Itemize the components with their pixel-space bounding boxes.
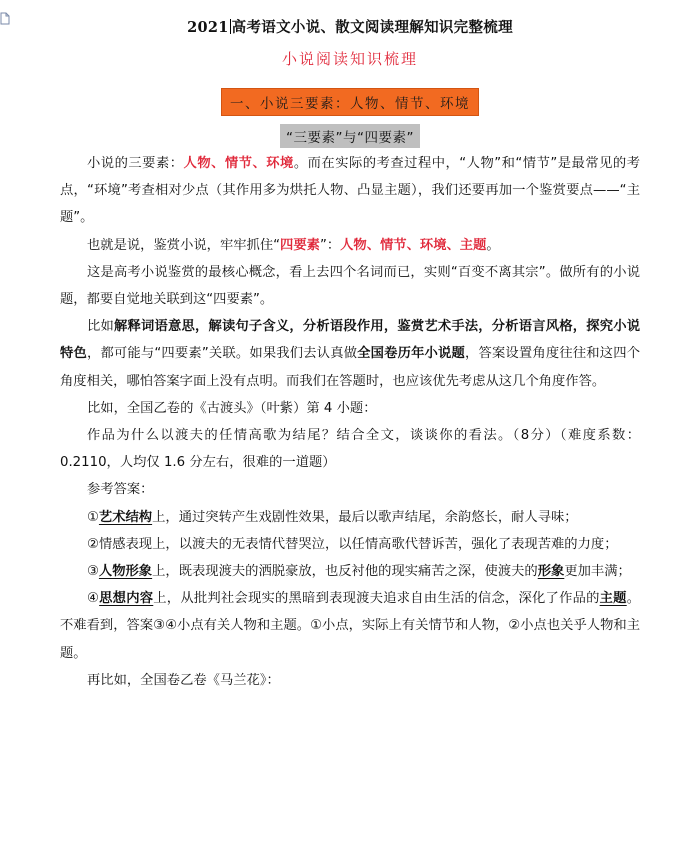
text-span: 参考答案： xyxy=(87,482,154,498)
section-subtitle: 小说阅读知识梳理 xyxy=(281,50,418,68)
bold-text: 全国卷历年小说题 xyxy=(357,346,465,362)
paragraph-6 xyxy=(60,422,640,476)
text-span: 比如 xyxy=(87,319,114,335)
bold-underline-text: 形象 xyxy=(537,564,565,580)
highlight-red: 人物、情节、环境 xyxy=(183,156,294,171)
text-span: ④ xyxy=(87,591,100,607)
text-span: 上，从批判社会现实的黑暗到表现渡夫追求自由生活的信念，深化了作品的 xyxy=(153,591,600,607)
paragraph-5 xyxy=(60,395,640,422)
highlight-red: 四要素 xyxy=(280,237,320,253)
text-span: 。 xyxy=(486,237,500,253)
text-span: ，都可能与“四要素”关联。如果我们去认真做 xyxy=(86,346,358,362)
text-span: 。而在实际的考查过程中，“人物”和“情节”是最常见的考点，“环境”考查相对少点（其作用多为烘托人物、凸显主题），我们还要再加一个鉴赏要点——“主题”。 xyxy=(60,156,641,226)
bold-underline-text: 人物形象 xyxy=(98,564,153,580)
text-span: 。不难看到，答案③④小点有关人物和主题。①小点，实际上有关情节和人物，②小点也关乎人物和主题。 xyxy=(60,591,641,661)
text-span: 比如，全国乙卷的《古渡头》（叶紫）第 4 小题： xyxy=(87,400,377,416)
text-span: 也就是说，鉴赏小说，牢牢抓住“ xyxy=(87,237,281,253)
paragraph-7 xyxy=(60,476,640,503)
document-title xyxy=(60,16,640,37)
bold-underline-text: 思想内容 xyxy=(99,591,154,607)
text-span: 再比如，全国卷乙卷《马兰花》： xyxy=(87,672,280,688)
paragraph-10 xyxy=(60,558,640,585)
paragraph-12 xyxy=(60,667,640,694)
paragraph-11 xyxy=(60,585,640,667)
text-span: ① xyxy=(87,509,99,525)
section-heading: 一、小说三要素：人物、情节、环境 xyxy=(221,88,479,116)
highlight-red: 人物、情节、环境、主题 xyxy=(340,237,487,253)
text-span: ，答案设置角度往往和这四个角度相关，哪怕答案字面上没有点明。而我们在答题时，也应该优先考虑从这几个角度作答。 xyxy=(60,346,641,389)
text-span: ”： xyxy=(319,237,341,253)
document-title-text: 高考语文小说、散文阅读理解知识完整梳理 xyxy=(231,19,513,36)
document-title-year: 2021 xyxy=(187,19,229,36)
paragraph-9 xyxy=(60,531,640,558)
paragraph-4 xyxy=(60,313,640,395)
text-span: 这是高考小说鉴赏的最核心概念，看上去四个名词而已，实则“百变不离其宗”。做所有的小说题，都要自觉地关联到这“四要素”。 xyxy=(60,264,640,308)
text-span: 上，既表现渡夫的洒脱豪放，也反衬他的现实痛苦之深，使渡夫的 xyxy=(152,564,538,580)
document-outline-icon xyxy=(0,12,12,26)
paragraph-2 xyxy=(60,232,640,259)
subsection-heading-wrap xyxy=(60,124,640,148)
text-span: 更加丰满； xyxy=(564,564,631,580)
paragraph-1 xyxy=(60,150,640,232)
text-span: 上，通过突转产生戏剧性效果，最后以歌声结尾，余韵悠长，耐人寻味； xyxy=(152,509,578,525)
bold-text: 解释词语意思，解读句子含义，分析语段作用，鉴赏艺术手法，分析语言风格，探究小说特色 xyxy=(60,319,641,362)
text-cursor xyxy=(230,19,231,34)
subsection-heading: “三要素”与“四要素” xyxy=(280,124,420,148)
text-span: 小说的三要素： xyxy=(87,156,184,171)
text-span: ②情感表现上，以渡夫的无表情代替哭泣，以任情高歌代替诉苦，强化了表现苦难的力度； xyxy=(87,536,618,552)
bold-underline-text: 主题 xyxy=(599,591,627,607)
paragraph-3 xyxy=(60,259,640,313)
bold-underline-text: 艺术结构 xyxy=(98,509,153,525)
body-text xyxy=(60,150,640,694)
section-heading-wrap xyxy=(60,88,640,116)
paragraph-8 xyxy=(60,504,640,531)
text-span: 作品为什么以渡夫的任情高歌为结尾？结合全文，谈谈你的看法。（8分）（难度系数：0.2110，人均仅 1.6 分左右，很难的一道题） xyxy=(60,428,640,471)
text-span: ③ xyxy=(87,564,99,580)
